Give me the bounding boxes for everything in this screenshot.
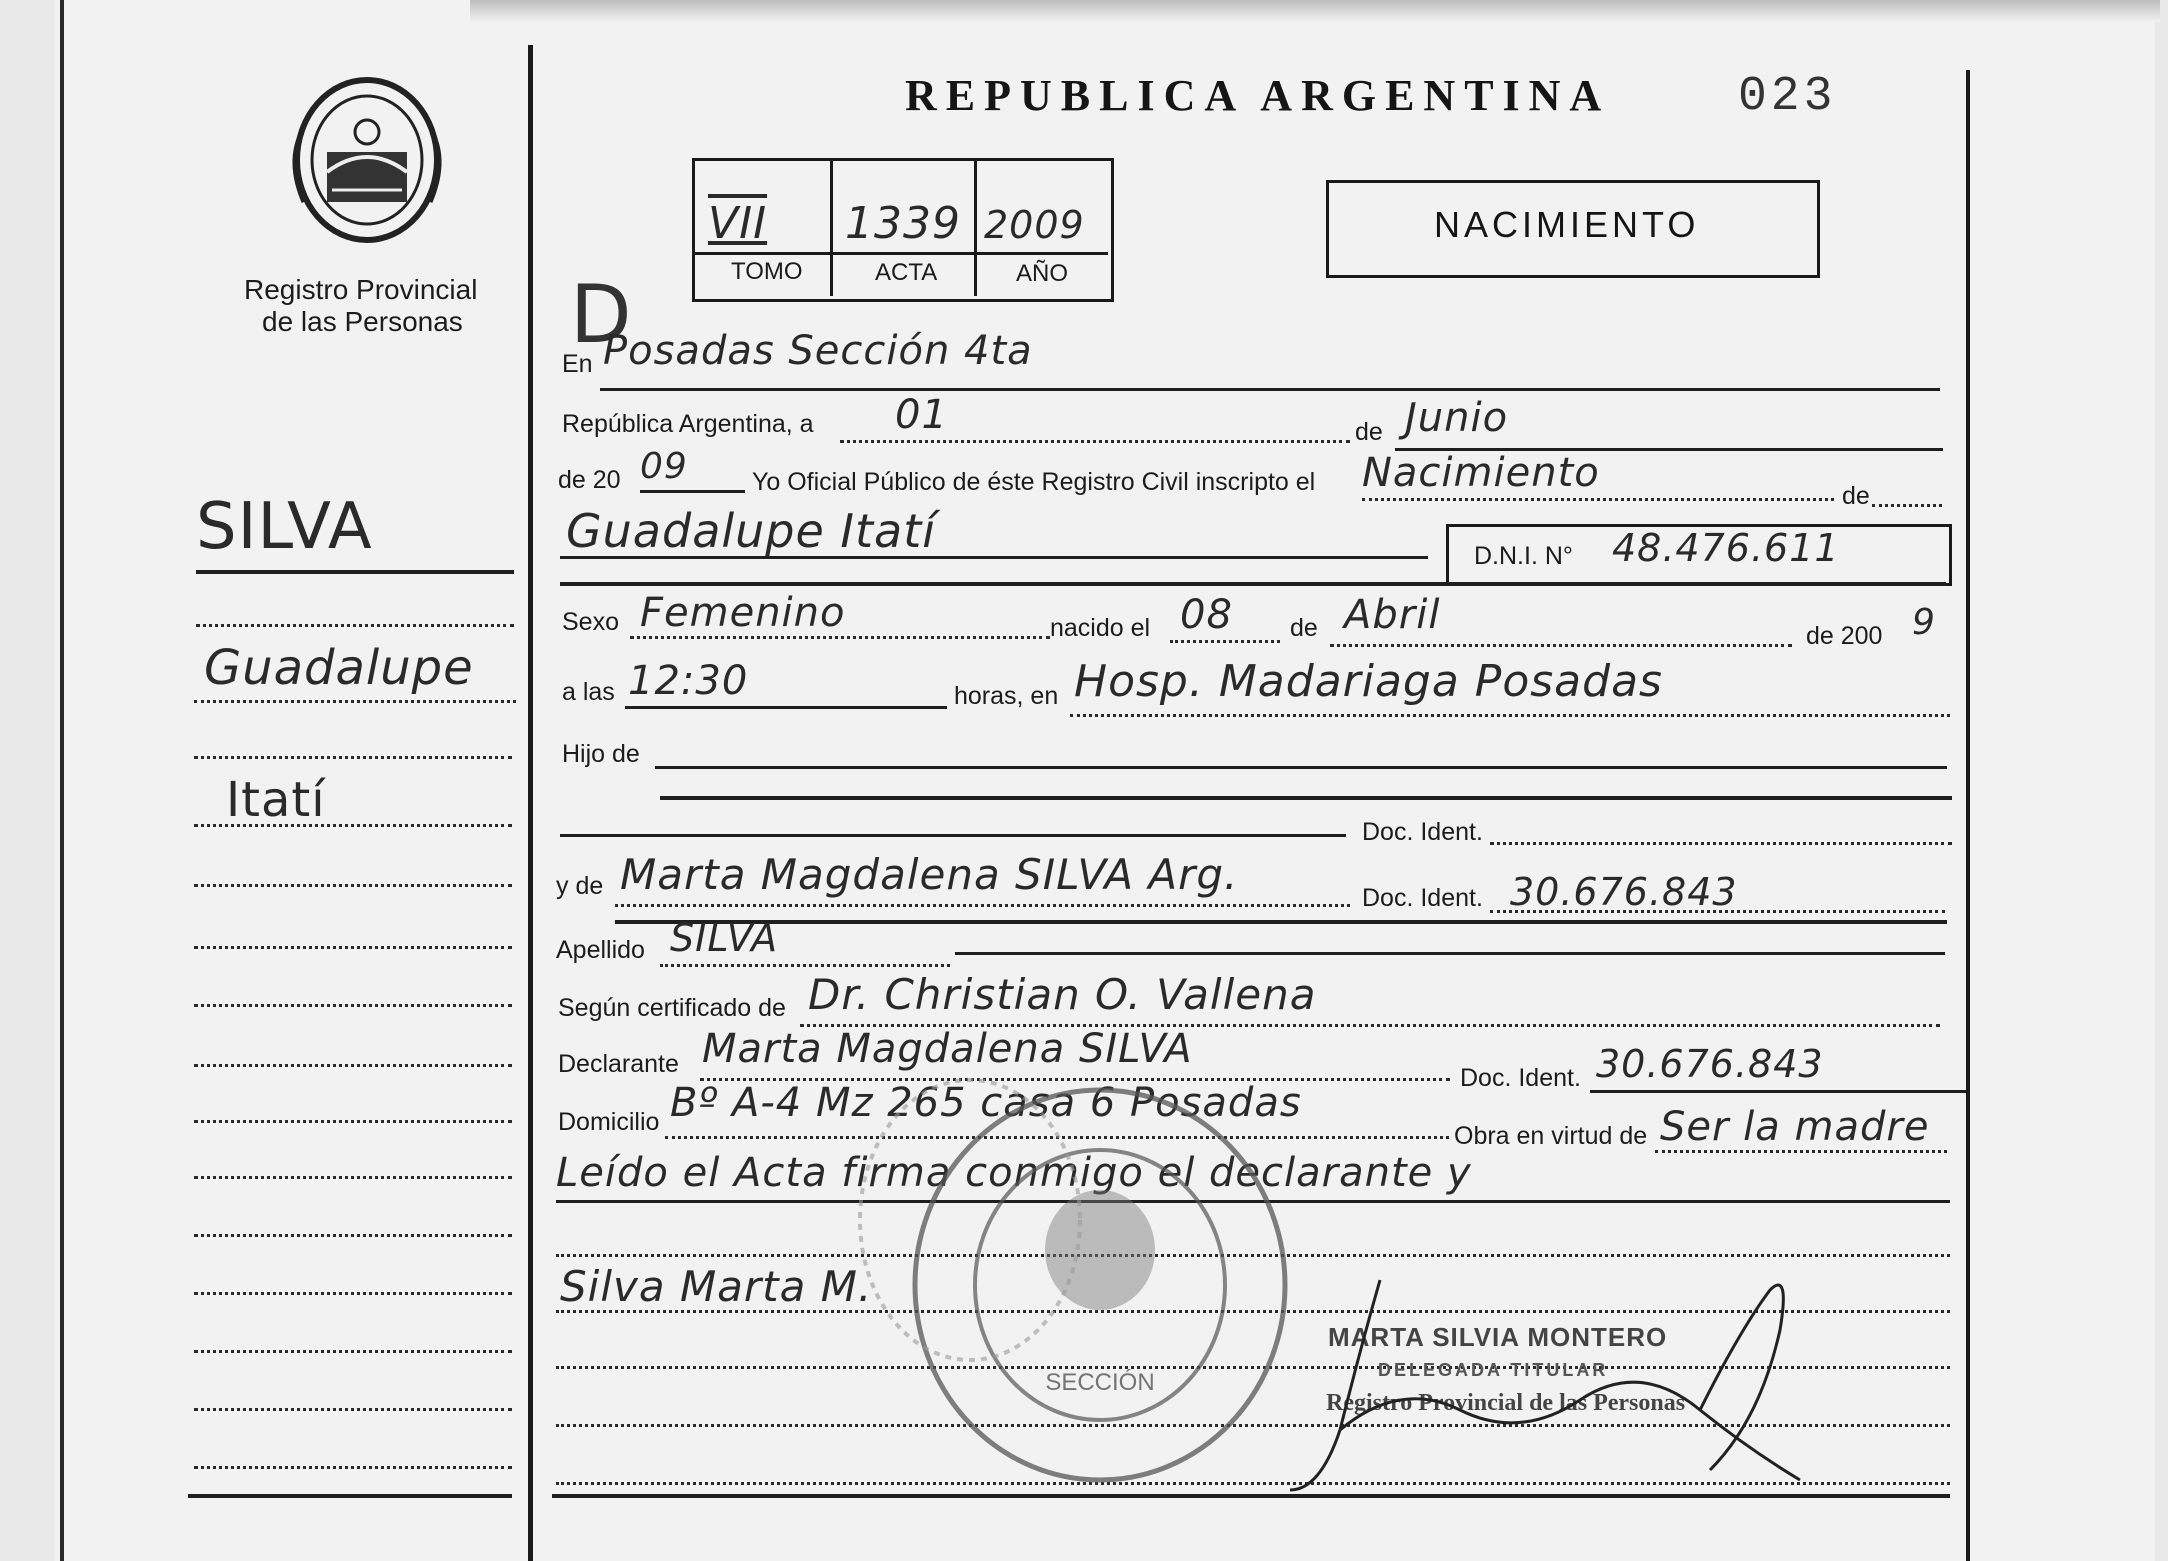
apellido-value: SILVA <box>670 916 779 960</box>
margin-surname: SILVA <box>196 490 373 564</box>
birth-month-line <box>1330 644 1792 647</box>
provincial-seal-icon <box>282 72 452 252</box>
obra-line <box>1655 1150 1947 1153</box>
country-title: REPUBLICA ARGENTINA <box>905 71 1611 120</box>
declarante-doc-line <box>1590 1090 1966 1093</box>
anio-label: AÑO <box>1016 260 1069 287</box>
yde-label: y de <box>556 872 604 900</box>
place-line <box>600 388 1940 391</box>
alas-label: a las <box>562 678 615 706</box>
official-title: DELEGADA TITULAR <box>1378 1360 1609 1380</box>
margin-line <box>194 1466 512 1469</box>
margin-line <box>194 756 512 759</box>
de-label-2: de <box>1842 482 1870 510</box>
anio-value: 2009 <box>984 203 1085 247</box>
child-name-value: Guadalupe Itatí <box>566 504 937 558</box>
place-value: Posadas Sección 4ta <box>603 328 1033 374</box>
margin-line <box>194 1408 512 1411</box>
margin-middle-name: Itatí <box>226 772 326 828</box>
mother-value: Marta Magdalena SILVA Arg. <box>620 850 1239 899</box>
birth-month-value: Abril <box>1344 592 1441 638</box>
margin-line <box>194 1176 512 1179</box>
margin-bottom-rule <box>188 1494 512 1498</box>
declarante-doc-value: 30.676.843 <box>1596 1042 1824 1086</box>
de200-label: de 200 <box>1806 622 1883 650</box>
father-line <box>655 766 1947 769</box>
margin-line <box>194 1120 512 1123</box>
margin-line <box>194 1234 512 1237</box>
margin-first-name: Guadalupe <box>204 640 474 696</box>
republica-label: República Argentina, a <box>562 410 814 438</box>
horas-label: horas, en <box>954 682 1059 710</box>
sexo-value: Femenino <box>640 590 846 636</box>
declarante-signature: Silva Marta M. <box>560 1262 873 1311</box>
record-table-divider <box>830 160 833 296</box>
page-number: 023 <box>1738 70 1837 124</box>
year-line <box>640 490 745 493</box>
time-line <box>625 706 947 709</box>
inscription-value: Nacimiento <box>1362 450 1600 496</box>
dni-value: 48.476.611 <box>1612 526 1840 570</box>
day-value: 01 <box>895 392 948 438</box>
de20-label: de 20 <box>558 466 621 494</box>
record-table-divider <box>694 252 1108 255</box>
acta-value: 1339 <box>845 198 961 249</box>
father-line-2 <box>660 796 1952 800</box>
official-signature-icon <box>1280 1270 1820 1500</box>
hijo-label: Hijo de <box>562 740 640 768</box>
margin-line <box>194 700 516 703</box>
mother-line <box>615 904 1350 907</box>
dni-label: D.N.I. N° <box>1474 542 1573 570</box>
month-value: Junio <box>1405 395 1509 441</box>
margin-line <box>194 1064 512 1067</box>
top-shadow <box>470 0 2160 22</box>
inscription-line-end <box>1872 504 1942 507</box>
registry-name-line1: Registro Provincial <box>244 274 478 305</box>
registry-name-line2: de las Personas <box>262 306 463 337</box>
en-label: En <box>562 350 593 378</box>
right-border <box>1966 70 1970 1561</box>
svg-text:SECCIÓN: SECCIÓN <box>1045 1369 1155 1396</box>
birth-day-line <box>1170 640 1280 643</box>
apellido-line-2 <box>955 952 1945 955</box>
mother-doc-line <box>1490 910 1945 913</box>
tomo-label: TOMO <box>731 258 803 285</box>
birth-place-value: Hosp. Madariaga Posadas <box>1074 656 1663 707</box>
mother-underline <box>615 920 1947 924</box>
inscription-line <box>1362 498 1834 501</box>
day-line <box>840 440 1350 443</box>
birth-place-line <box>1070 714 1950 717</box>
record-table-divider <box>974 160 977 296</box>
declarante-doc-label: Doc. Ident. <box>1460 1064 1581 1092</box>
acta-label: ACTA <box>875 259 938 286</box>
name-underline <box>560 582 1946 586</box>
time-value: 12:30 <box>628 658 749 704</box>
official-name: MARTA SILVIA MONTERO <box>1328 1322 1668 1352</box>
binding-edge <box>60 0 64 1561</box>
apellido-line <box>660 964 950 967</box>
margin-line <box>194 1350 512 1353</box>
father-doc-value-line <box>1490 842 1952 845</box>
margin-line <box>194 884 512 887</box>
obra-label: Obra en virtud de <box>1454 1122 1648 1150</box>
doctor-value: Dr. Christian O. Vallena <box>808 970 1317 1019</box>
birth-year-suffix: 9 <box>1912 602 1936 643</box>
obra-value: Ser la madre <box>1660 1104 1930 1150</box>
de-label-3: de <box>1290 614 1318 642</box>
domicilio-value: Bº A-4 Mz 265 casa 6 Posadas <box>670 1080 1302 1126</box>
margin-surname-line <box>196 570 514 574</box>
declarante-value: Marta Magdalena SILVA <box>702 1026 1193 1072</box>
registry-stamp-icon <box>850 1070 1310 1490</box>
sexo-line <box>630 636 1050 639</box>
nacido-label: nacido el <box>1050 614 1151 642</box>
apellido-label: Apellido <box>556 936 645 964</box>
father-doc-line <box>560 834 1346 837</box>
oficial-label: Yo Oficial Público de éste Registro Civil inscripto el <box>752 468 1316 496</box>
margin-line <box>194 824 512 827</box>
declarante-label: Declarante <box>558 1050 679 1078</box>
sexo-label: Sexo <box>562 608 619 636</box>
margin-line <box>194 1292 512 1295</box>
certificado-label: Según certificado de <box>558 994 786 1022</box>
year-suffix-value: 09 <box>640 446 688 487</box>
closing-text: Leído el Acta firma conmigo el declarante y <box>556 1150 1472 1196</box>
de-label: de <box>1355 418 1383 446</box>
tomo-value: VII <box>708 198 768 249</box>
record-type: NACIMIENTO <box>1434 204 1700 245</box>
margin-line <box>196 624 514 627</box>
domicilio-label: Domicilio <box>558 1108 660 1136</box>
margin-line <box>194 1004 512 1007</box>
mother-doc-label: Doc. Ident. <box>1362 884 1483 912</box>
child-name-line <box>560 556 1428 559</box>
official-org: Registro Provincial de las Personas <box>1326 1390 1686 1416</box>
initial-mark: D <box>570 268 633 361</box>
mother-doc-value: 30.676.843 <box>1510 870 1738 914</box>
father-doc-label: Doc. Ident. <box>1362 818 1483 846</box>
margin-divider <box>528 45 533 1561</box>
margin-line <box>194 946 512 949</box>
birth-day-value: 08 <box>1180 592 1233 638</box>
